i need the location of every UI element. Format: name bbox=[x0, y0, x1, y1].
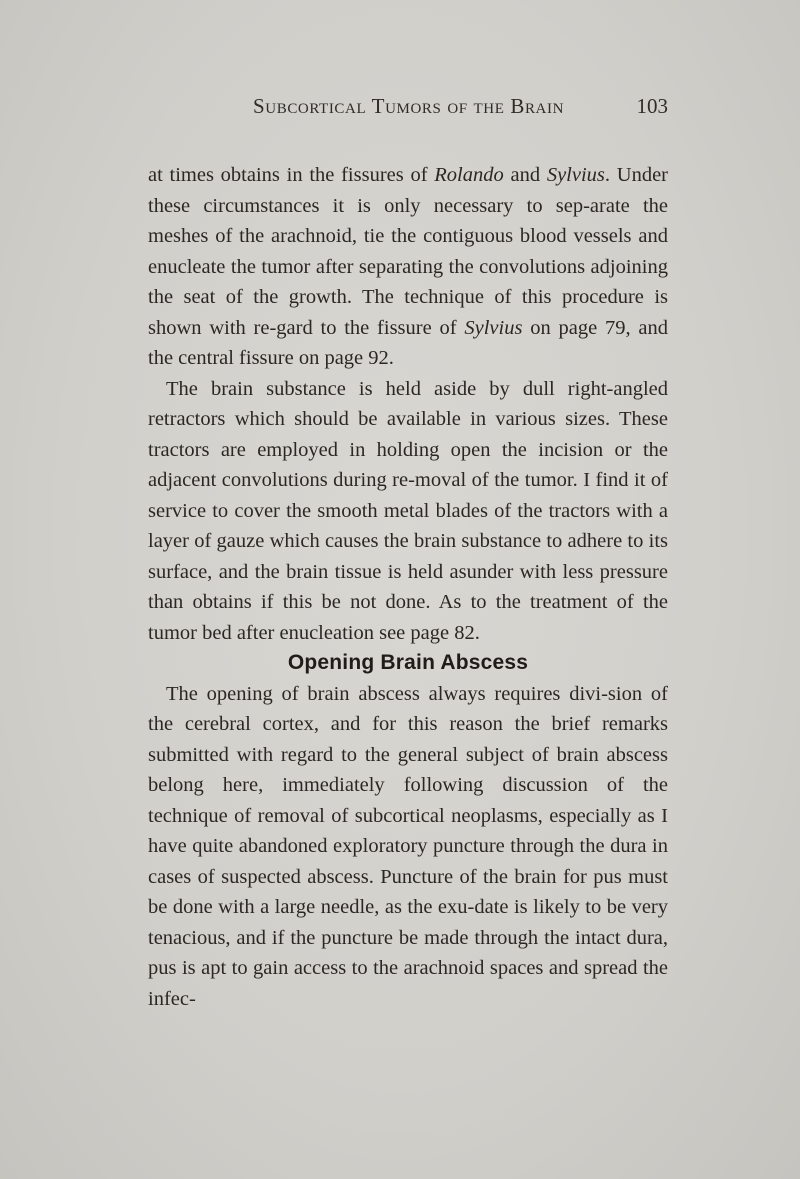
paragraph-retractors: The brain substance is held aside by dull right-angled retractors which should be available in various sizes. These tractors are employed in holding open the incision or the adjacent convolutions during re-moval of the tumor. I find it of service to cover the smooth metal blades of the tractors with a layer of gauze which causes the brain substance to adhere to its surface, and the brain tissue is held asunder with less pressure than obtains if this be not done. As to the treatment of the tumor bed after enucleation see page 82. bbox=[148, 377, 668, 644]
paragraph-text: on page 79, and the central fissure on page 92. bbox=[148, 316, 668, 369]
paragraph-text: and bbox=[503, 164, 547, 186]
running-head-title: Subcortical Tumors of the Brain bbox=[253, 94, 565, 118]
running-head bbox=[253, 94, 668, 122]
paragraph-brain-abscess: The opening of brain abscess always requires divi-sion of the cerebral cortex, and for this reason the brief remarks submitted with regard to the general subject of brain abscess belong here, immediately following discussion of the technique of removal of subcortical neoplasms, especially as I have quite abandoned exploratory puncture through the dura in cases of suspected abscess. Puncture of the brain for pus must be done with a large needle, as the exu-date is likely to be very tenacious, and if the puncture be made through the intact dura, pus is apt to gain access to the arachnoid spaces and spread the infec- bbox=[148, 682, 668, 1010]
paragraph-text: at times obtains in the fissures of bbox=[148, 164, 435, 186]
section-heading: Opening Brain Abscess bbox=[287, 651, 529, 674]
paragraph-continuation bbox=[148, 160, 668, 374]
italic-name-rolando: Rolando bbox=[434, 164, 504, 186]
paragraph-text: . Under these circumstances it is only necessary to sep-arate the meshes of the arachnoid, tie the contiguous blood vessels and enucleate the tumor after separating the convolutions adjoining the seat of the growth. The technique of this procedure is shown with re-gard to the fissure of bbox=[148, 164, 668, 339]
page-number: 103 bbox=[636, 94, 668, 118]
body-text bbox=[148, 160, 668, 1014]
italic-name-sylvius: Sylvius bbox=[464, 316, 523, 339]
italic-name-sylvius: Sylvius bbox=[546, 164, 605, 186]
